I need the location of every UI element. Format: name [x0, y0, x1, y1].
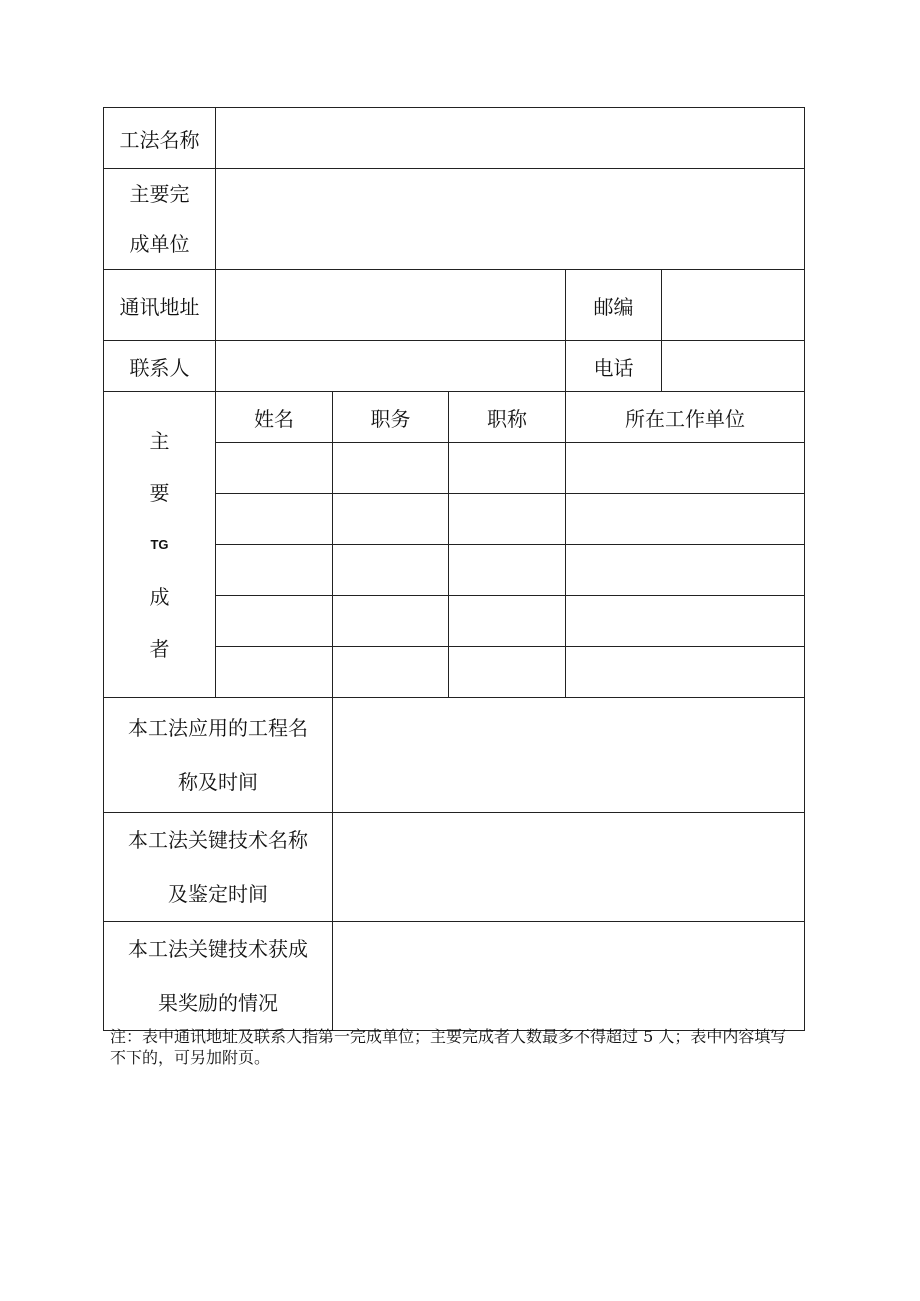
completers-label-char: 者 — [149, 636, 170, 661]
work-unit-cell[interactable] — [566, 647, 805, 698]
position-cell[interactable] — [333, 494, 449, 545]
key-tech-label-line1: 本工法关键技术名称 — [128, 828, 308, 852]
work-unit-cell[interactable] — [566, 545, 805, 596]
completers-label-char: 要 — [149, 480, 170, 505]
key-tech-label — [104, 813, 333, 922]
project-field[interactable] — [333, 698, 805, 813]
key-tech-label-line2: 及鉴定时间 — [168, 882, 268, 906]
address-label: 通讯地址 — [104, 270, 216, 341]
name-cell[interactable] — [216, 545, 333, 596]
project-label-line1: 本工法应用的工程名 — [128, 716, 308, 740]
postcode-label: 邮编 — [566, 270, 662, 341]
position-cell[interactable] — [333, 596, 449, 647]
title-cell[interactable] — [449, 545, 566, 596]
header-title: 职称 — [449, 392, 566, 443]
name-cell[interactable] — [216, 596, 333, 647]
award-label-line1: 本工法关键技术获成 — [128, 937, 308, 961]
award-label-line2: 果奖励的情况 — [158, 991, 278, 1015]
title-cell[interactable] — [449, 647, 566, 698]
work-unit-cell[interactable] — [566, 596, 805, 647]
completers-label-char: 成 — [149, 584, 170, 609]
phone-field[interactable] — [662, 341, 805, 392]
name-cell[interactable] — [216, 494, 333, 545]
contact-label: 联系人 — [104, 341, 216, 392]
completers-label-char: TG — [150, 536, 169, 552]
award-field[interactable] — [333, 922, 805, 1031]
address-field[interactable] — [216, 270, 566, 341]
method-name-field[interactable] — [216, 108, 805, 169]
title-cell[interactable] — [449, 443, 566, 494]
position-cell[interactable] — [333, 647, 449, 698]
key-tech-field[interactable] — [333, 813, 805, 922]
project-label-line2: 称及时间 — [178, 770, 258, 794]
main-unit-label-line1: 主要完 — [129, 182, 190, 206]
work-unit-cell[interactable] — [566, 494, 805, 545]
postcode-field[interactable] — [662, 270, 805, 341]
position-cell[interactable] — [333, 443, 449, 494]
name-cell[interactable] — [216, 647, 333, 698]
phone-label: 电话 — [566, 341, 662, 392]
footnote: 注：表中通讯地址及联系人指第一完成单位；主要完成者人数最多不得超过 5 人；表中内容填写不下的，可另加附页。 — [110, 1027, 787, 1067]
name-cell[interactable] — [216, 443, 333, 494]
work-unit-cell[interactable] — [566, 443, 805, 494]
contact-field[interactable] — [216, 341, 566, 392]
award-label — [104, 922, 333, 1031]
title-cell[interactable] — [449, 596, 566, 647]
header-name: 姓名 — [216, 392, 333, 443]
header-position: 职务 — [333, 392, 449, 443]
main-unit-label — [104, 169, 216, 270]
project-label — [104, 698, 333, 813]
main-unit-field[interactable] — [216, 169, 805, 270]
header-work-unit: 所在工作单位 — [566, 392, 805, 443]
position-cell[interactable] — [333, 545, 449, 596]
main-unit-label-line2: 成单位 — [129, 232, 190, 256]
application-form-table — [103, 107, 805, 1031]
main-completers-label — [104, 392, 216, 698]
completers-label-char: 主 — [149, 428, 170, 453]
method-name-label: 工法名称 — [104, 108, 216, 169]
title-cell[interactable] — [449, 494, 566, 545]
